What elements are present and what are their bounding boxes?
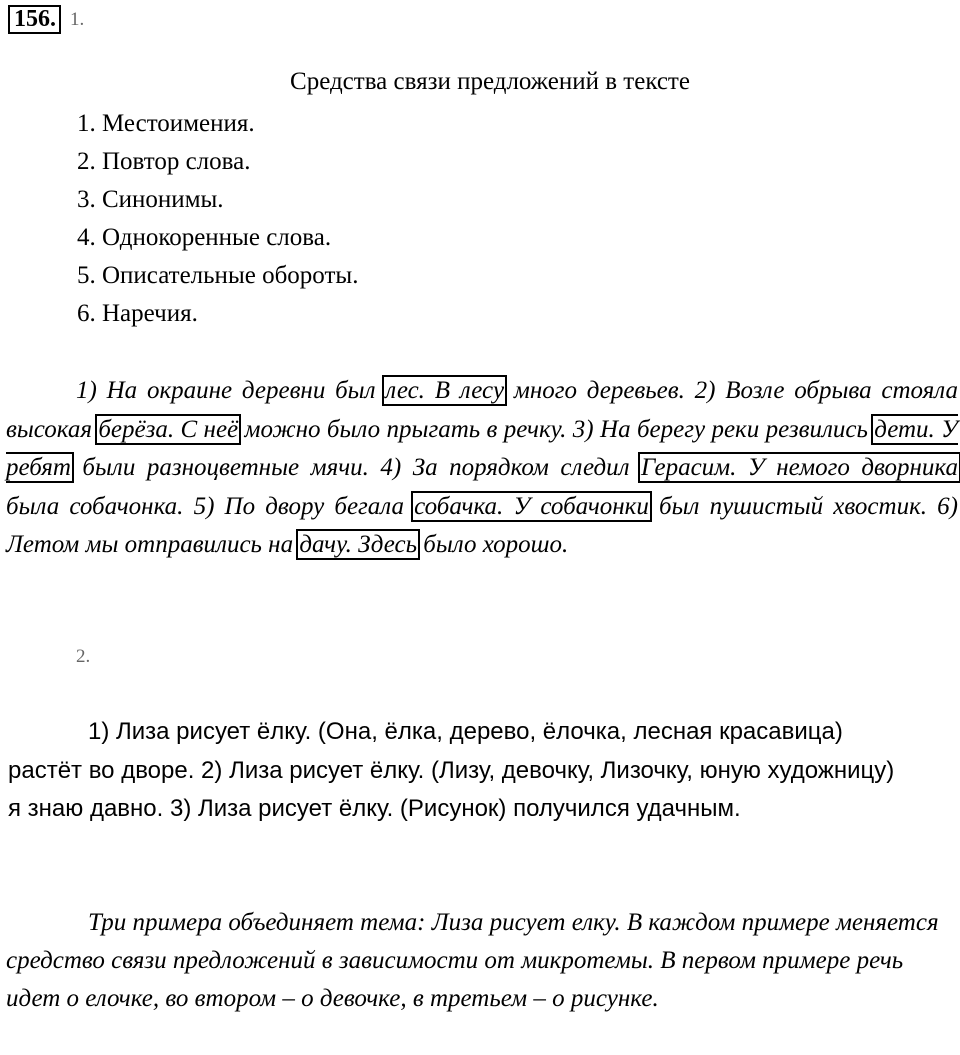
exercise-number: 156. bbox=[8, 5, 61, 34]
part2-label: 2. bbox=[76, 646, 91, 667]
text-segment: была собачонка. 5) По двору бегала bbox=[6, 492, 415, 520]
text-segment: можно было прыгать в речку. 3) На берегу реки резвились bbox=[238, 415, 875, 443]
boxed-phrase: дети. У ребят bbox=[6, 415, 958, 481]
text-segment: были разноцветные мячи. 4) За порядком следил bbox=[70, 454, 642, 481]
conclusion-paragraph: Три примера объединяет тема: Лиза рисует елку. В каждом примере меняется средство связи предложений в зависимости от микротемы. В первом примере речь идет о елочке, во втором – о девочке, в третьем – о рисунке. bbox=[6, 909, 939, 1012]
list-item: 1. Местоимения. bbox=[77, 110, 255, 137]
boxed-phrase: Герасим. У немого дворника bbox=[638, 452, 960, 483]
text-segment: был пушистый хвостик. 6) Летом мы отправились на bbox=[6, 492, 958, 558]
text-segment: было хорошо. bbox=[417, 531, 569, 558]
boxed-phrase: собачка. У собачонки bbox=[411, 491, 652, 522]
text-segment: много деревьев. 2) Возле обрыва стояла высокая bbox=[6, 377, 958, 443]
exercise-header bbox=[8, 5, 84, 35]
list-item: 5. Описательные обороты. bbox=[77, 262, 359, 289]
text-segment: 1) На окраине деревни был bbox=[76, 377, 386, 404]
boxed-phrase: берёза. С неё bbox=[95, 414, 241, 445]
example-paragraph bbox=[6, 372, 958, 565]
means-list bbox=[77, 105, 358, 333]
boxed-phrase: лес. В лесу bbox=[382, 375, 507, 406]
section-title: Средства связи предложений в тексте bbox=[290, 68, 690, 95]
list-item: 6. Наречия. bbox=[77, 300, 198, 327]
part1-label: 1. bbox=[70, 8, 85, 30]
boxed-phrase: дачу. Здесь bbox=[296, 529, 420, 560]
part2-paragraph: 1) Лиза рисует ёлку. (Она, ёлка, дерево, ёлочка, лесная красавица) растёт во дворе. 2) Лиза рисует ёлку. (Лизу, девочку, Лизочку, юную художницу) я знаю давно. 3) Лиза рисует ёлку. (Рисунок) получился удачным. bbox=[8, 718, 895, 822]
list-item: 3. Синонимы. bbox=[77, 186, 224, 213]
list-item: 2. Повтор слова. bbox=[77, 148, 251, 175]
list-item: 4. Однокоренные слова. bbox=[77, 224, 332, 251]
